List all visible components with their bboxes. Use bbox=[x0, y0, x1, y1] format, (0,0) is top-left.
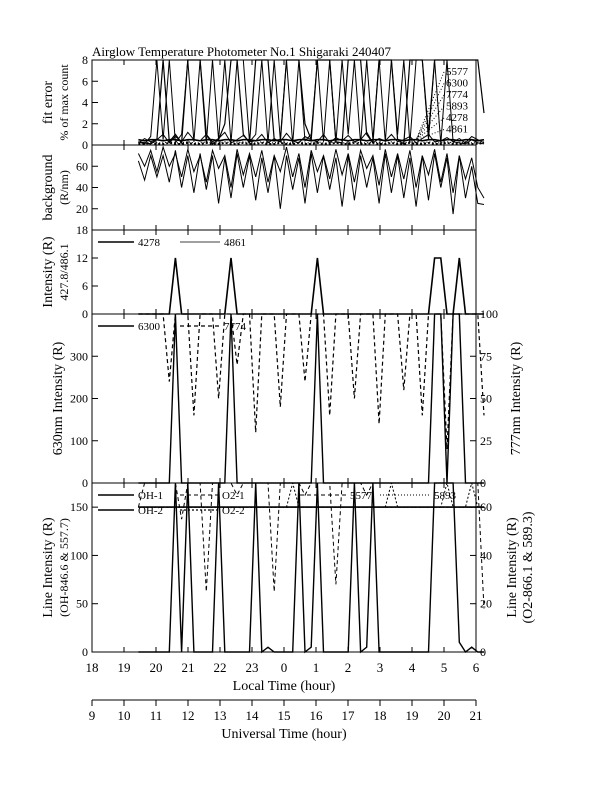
ytick-right-label-red: 75 bbox=[480, 349, 492, 364]
series-line-fit-1 bbox=[138, 60, 484, 144]
ytick-right-label-line: 60 bbox=[480, 500, 492, 515]
ytick-label-line: 100 bbox=[70, 548, 88, 563]
ylabel-right-line: Line Intensity (R) bbox=[505, 517, 520, 618]
ytick-label-fit: 4 bbox=[82, 95, 88, 110]
xtick-label-local: 19 bbox=[117, 660, 131, 675]
xtick-label-universal: 21 bbox=[469, 708, 483, 723]
xtick-label-universal: 17 bbox=[341, 708, 355, 723]
xtick-label-local: 5 bbox=[440, 660, 448, 675]
ytick-label-int4: 0 bbox=[82, 307, 88, 321]
legend-label-O2-1: O2-1 bbox=[222, 490, 245, 502]
xtick-label-local: 3 bbox=[376, 660, 384, 675]
ytick-label-line: 50 bbox=[76, 596, 88, 611]
ytick-label-red: 300 bbox=[70, 349, 88, 364]
xtick-label-universal: 14 bbox=[245, 708, 259, 723]
series-line-red-6300 bbox=[138, 314, 484, 483]
xtick-label-universal: 15 bbox=[277, 708, 291, 723]
legend-label-fit: 5577 bbox=[446, 66, 468, 78]
x-axis-label-local: Local Time (hour) bbox=[232, 679, 336, 694]
legend-label-OH-1: OH-1 bbox=[138, 490, 164, 502]
ytick-label-line: 150 bbox=[70, 500, 88, 515]
ylabel-int4: Intensity (R) bbox=[41, 236, 56, 308]
ytick-right-label-red: 25 bbox=[480, 433, 492, 448]
ytick-label-fit: 0 bbox=[82, 138, 88, 152]
xtick-label-local: 23 bbox=[245, 660, 259, 675]
ytick-label-red: 100 bbox=[70, 433, 88, 448]
chart-title: Airglow Temperature Photometer No.1 Shigaraki 240407 bbox=[92, 44, 391, 59]
xtick-label-local: 22 bbox=[213, 660, 227, 675]
xtick-label-universal: 12 bbox=[181, 708, 195, 723]
x-axis-label-universal: Universal Time (hour) bbox=[221, 727, 347, 742]
ylabel-right-red: 777nm Intensity (R) bbox=[509, 341, 524, 456]
ylabel-red: 630nm Intensity (R) bbox=[51, 341, 66, 456]
legend-label-OH-2: OH-2 bbox=[138, 505, 164, 517]
ytick-label-line: 0 bbox=[82, 645, 88, 659]
ytick-label-red: 0 bbox=[82, 476, 88, 490]
ylabel-fit: fit error bbox=[41, 80, 56, 125]
xtick-label-local: 0 bbox=[280, 660, 288, 675]
ylabel-line: Line Intensity (R) bbox=[41, 517, 56, 618]
xtick-label-local: 21 bbox=[181, 660, 195, 675]
xtick-label-universal: 19 bbox=[405, 708, 419, 723]
xtick-label-universal: 13 bbox=[213, 708, 227, 723]
ytick-label-int4: 6 bbox=[82, 279, 88, 293]
ytick-label-int4: 12 bbox=[76, 251, 88, 265]
ytick-label-int4: 18 bbox=[76, 223, 88, 237]
series-line-line-5577 bbox=[138, 483, 484, 652]
ylabel2-fit: % of max count bbox=[57, 64, 71, 141]
xtick-label-universal: 20 bbox=[437, 708, 451, 723]
legend-label-fit: 4861 bbox=[446, 123, 468, 136]
xtick-label-universal: 18 bbox=[373, 708, 387, 723]
legend-label-4278: 4278 bbox=[138, 237, 160, 249]
legend-label-O2-2: O2-2 bbox=[222, 505, 245, 517]
series-line-int4-4278 bbox=[138, 258, 484, 314]
xtick-label-local: 1 bbox=[312, 660, 320, 675]
ylabel2-int4: 427.8/486.1 bbox=[57, 243, 71, 301]
legend-label-4861: 4861 bbox=[224, 237, 246, 249]
ytick-right-label-red: 50 bbox=[480, 391, 492, 406]
ytick-right-label-line: 20 bbox=[480, 596, 492, 611]
xtick-label-universal: 11 bbox=[149, 708, 163, 723]
ytick-label-fit: 6 bbox=[82, 74, 88, 89]
legend-label-fit: 4278 bbox=[446, 112, 468, 124]
ylabel-bg: background bbox=[41, 154, 56, 221]
xtick-label-universal: 9 bbox=[88, 708, 96, 723]
ytick-right-label-red: 0 bbox=[480, 476, 486, 490]
xtick-label-local: 18 bbox=[85, 660, 99, 675]
ytick-label-fit: 2 bbox=[82, 116, 88, 131]
legend-label-fit: 7774 bbox=[446, 89, 468, 101]
ylabel-right2-line: (O2-866.1 & 589.3) bbox=[521, 511, 536, 624]
legend-label-5577: 5577 bbox=[350, 490, 372, 502]
ytick-label-bg: 20 bbox=[76, 201, 88, 216]
legend-label-fit: 5893 bbox=[446, 100, 468, 113]
ytick-label-red: 200 bbox=[70, 391, 88, 406]
xtick-label-universal: 16 bbox=[309, 708, 323, 723]
panel-frame-red bbox=[92, 314, 476, 483]
ytick-right-label-line: 40 bbox=[480, 548, 492, 563]
panel-frame-fit bbox=[92, 60, 476, 145]
legend-label-6300: 6300 bbox=[138, 321, 160, 333]
ytick-right-label-line: 0 bbox=[480, 645, 486, 659]
ylabel2-bg: (R/nm) bbox=[57, 170, 71, 205]
ylabel2-line: (OH-846.6 & 557.7) bbox=[57, 518, 71, 617]
legend-label-7774: 7774 bbox=[224, 321, 246, 333]
ytick-label-fit: 8 bbox=[82, 53, 88, 67]
xtick-label-local: 6 bbox=[472, 660, 480, 675]
xtick-label-local: 4 bbox=[408, 660, 416, 675]
xtick-label-local: 2 bbox=[344, 660, 352, 675]
legend-label-5893: 5893 bbox=[434, 490, 456, 502]
ytick-label-bg: 60 bbox=[76, 159, 88, 174]
xtick-label-local: 20 bbox=[149, 660, 163, 675]
legend-label-fit: 6300 bbox=[446, 77, 468, 90]
xtick-label-universal: 10 bbox=[117, 708, 131, 723]
ytick-label-bg: 40 bbox=[76, 180, 88, 195]
ytick-right-label-red: 100 bbox=[480, 307, 498, 321]
